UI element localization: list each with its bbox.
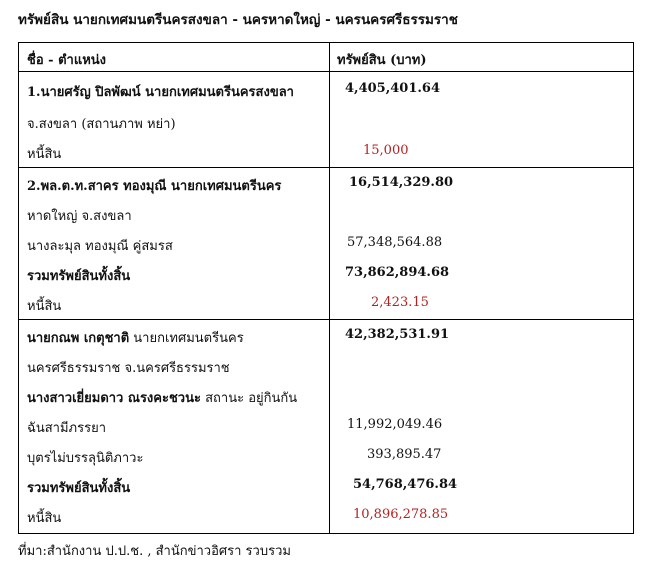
section1-divider <box>19 167 633 168</box>
s3-partner-asset: 11,992,049.46 <box>347 417 443 432</box>
s3-total-label: รวมทรัพย์สินทั้งสิ้น <box>27 481 131 496</box>
s3-child-asset: 393,895.47 <box>367 447 442 462</box>
column-divider <box>329 43 330 533</box>
section2-divider <box>19 319 633 320</box>
header-assets: ทรัพย์สิน (บาท) <box>337 53 427 68</box>
s3-asset: 42,382,531.91 <box>345 327 450 342</box>
s2-spouse-asset: 57,348,564.88 <box>347 235 443 250</box>
page-title: ทรัพย์สิน นายกเทศมนตรีนครสงขลา - นครหาดใหญ่ - นครนครศรีธรรมราช <box>18 12 458 28</box>
s2-name-line2: หาดใหญ่ จ.สงขลา <box>27 209 132 224</box>
s3-name: นายกณพ เกตุชาติ <box>27 331 130 346</box>
s3-partner-name: นางสาวเยี่ยมดาว ณรงคะชวนะ <box>27 391 201 406</box>
s2-spouse-label: นางละมุล ทองมุณี คู่สมรส <box>27 239 173 254</box>
s2-name-line1: 2.พล.ต.ท.สาคร ทองมุณี นายกเทศมนตรีนคร <box>27 179 282 194</box>
s3-partner-status: สถานะ อยู่กินกัน <box>200 391 298 406</box>
s3-total: 54,768,476.84 <box>353 477 458 492</box>
s3-child-label: บุตรไม่บรรลุนิติภาวะ <box>27 451 144 466</box>
s3-partner-line1 <box>27 387 297 408</box>
s3-debt: 10,896,278.85 <box>353 507 449 522</box>
s2-debt: 2,423.15 <box>371 295 429 310</box>
s3-debt-label: หนี้สิน <box>27 511 62 526</box>
source-footer: ที่มา:สำนักงาน ป.ป.ช. , สำนักข่าวอิศรา รวบรวม <box>18 544 291 559</box>
s1-asset: 4,405,401.64 <box>345 81 440 96</box>
s3-partner-line2: ฉันสามีภรรยา <box>27 421 106 436</box>
s1-debt: 15,000 <box>363 143 409 158</box>
s3-position: นายกเทศมนตรีนคร <box>129 331 244 346</box>
asset-table <box>18 42 634 534</box>
header-divider <box>19 71 633 72</box>
s3-name-line2: นครศรีธรรมราช จ.นครศรีธรรมราช <box>27 361 230 376</box>
s2-asset: 16,514,329.80 <box>349 175 454 190</box>
s1-debt-label: หนี้สิน <box>27 147 62 162</box>
header-name-position: ชื่อ - ตำแหน่ง <box>27 53 107 68</box>
s2-total-label: รวมทรัพย์สินทั้งสิ้น <box>27 269 131 284</box>
s2-total: 73,862,894.68 <box>345 265 450 280</box>
s2-debt-label: หนี้สิน <box>27 299 62 314</box>
s1-name-line1: 1.นายศรัญ ปิลพัฒน์ นายกเทศมนตรีนครสงขลา <box>27 85 294 100</box>
s1-name-line2: จ.สงขลา (สถานภาพ หย่า) <box>27 117 176 132</box>
s3-name-line1 <box>27 327 244 348</box>
